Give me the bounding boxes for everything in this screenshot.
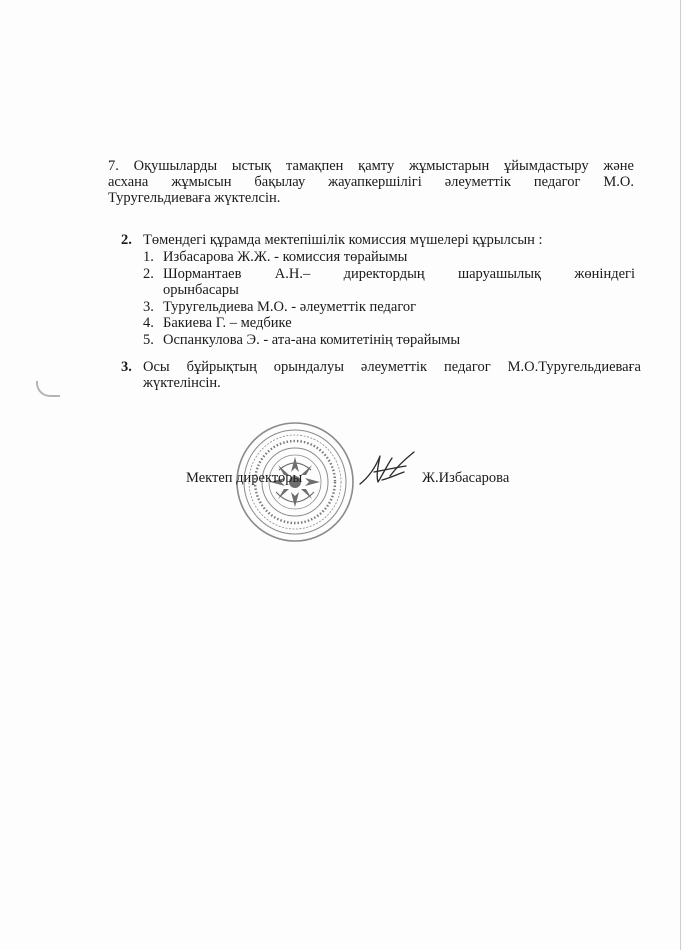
list-item-number: 5.	[143, 331, 154, 348]
paragraph-7-line-3: Туругельдиеваға жүктелсін.	[108, 190, 281, 206]
commission-members-list	[143, 249, 635, 348]
paragraph-3-line-1: Осы бұйрықтың орындалуы әлеуметтік педагог М.О.Туругельдиеваға	[143, 359, 641, 375]
list-item	[143, 266, 635, 299]
paragraph-3-number: 3.	[121, 359, 132, 375]
list-item-text: Избасарова Ж.Ж. - комиссия төрайымы	[163, 249, 408, 265]
paragraph-2-heading-text: Төмендегі құрамда мектепішілік комиссия мүшелері құрылсын :	[143, 232, 543, 248]
page-edge-shadow	[680, 0, 681, 950]
list-item	[143, 249, 635, 266]
list-item	[143, 332, 635, 349]
list-item-text: Туругельдиева М.О. - әлеуметтік педагог	[163, 298, 417, 315]
list-item-number: 4.	[143, 315, 154, 331]
list-item-number: 2.	[143, 265, 154, 282]
punch-hole-mark	[36, 381, 60, 397]
paragraph-7	[108, 158, 634, 206]
list-item	[143, 315, 635, 332]
director-title: Мектеп директоры	[186, 470, 303, 486]
director-name: Ж.Избасарова	[422, 470, 510, 486]
list-item-text	[163, 266, 635, 299]
paragraph-2-number: 2.	[121, 232, 132, 248]
list-item-text-line-1: Шормантаев А.Н.– директордың шаруашылық жөніндегі	[163, 265, 635, 282]
paragraph-3	[121, 359, 641, 391]
list-item-text: Оспанкулова Э. - ата-ана комитетінің төрайымы	[163, 331, 461, 348]
list-item-number: 1.	[143, 249, 154, 265]
list-item	[143, 299, 635, 316]
paragraph-3-line-2: жүктелінсін.	[143, 375, 221, 391]
list-item-text-line-2: орынбасары	[163, 282, 239, 298]
paragraph-2-heading	[121, 232, 641, 248]
list-item-text: Бакиева Г. – медбике	[163, 315, 292, 331]
paragraph-7-line-2: асхана жұмысын бақылау жауапкершілігі әлеуметтік педагог М.О.	[108, 174, 634, 190]
handwritten-signature	[356, 448, 418, 490]
paragraph-7-line-1: 7. Оқушыларды ыстық тамақпен қамту жұмыстарын ұйымдастыру және	[108, 158, 634, 174]
paragraph-3-first-line	[121, 359, 641, 375]
list-item-number: 3.	[143, 298, 154, 315]
